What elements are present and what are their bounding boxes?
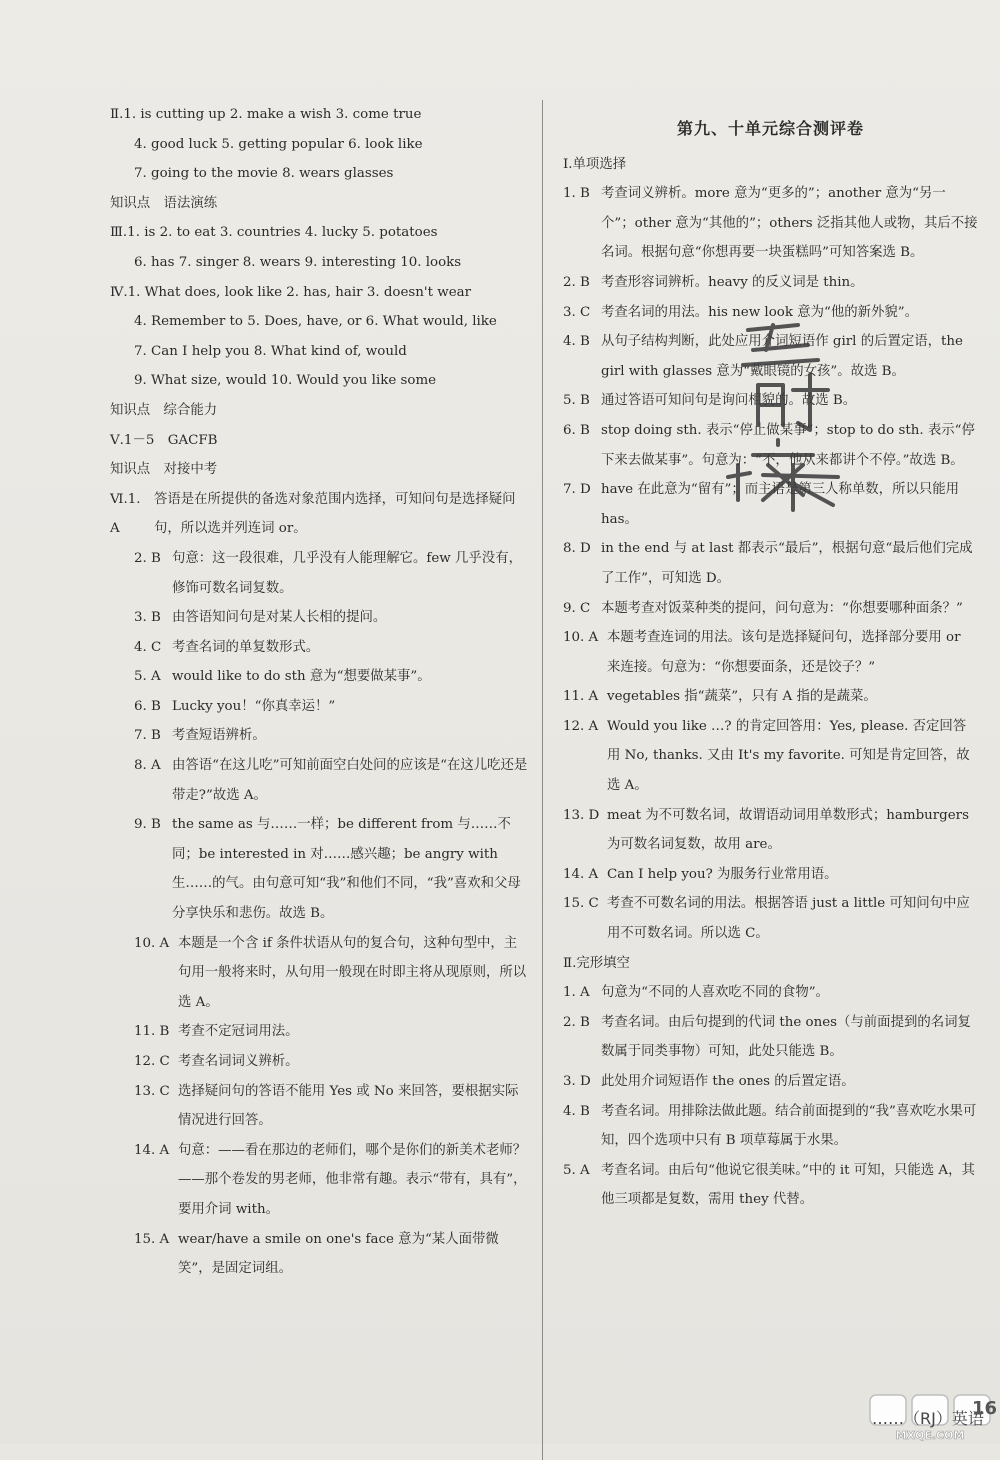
answer-item — [563, 889, 978, 948]
answer-text: Can I help you? 为服务行业常用语。 — [607, 866, 838, 882]
section-2-heading: Ⅱ.完形填空 — [563, 955, 630, 971]
answer-text: 考查名词的用法。his new look 意为“他的新外貌”。 — [601, 304, 919, 320]
answer-text: stop doing sth. 表示“停止做某事”；stop to do sth. 表示“停下来去做某事”。句意为：“不，他从来都讲个不停。”故选 B。 — [601, 422, 975, 468]
section-4-line-3: 7. Can I help you 8. What kind of, would — [134, 343, 407, 359]
answer-num: 8. D — [563, 541, 591, 557]
answer-text: 由答语知问句是对某人长相的提问。 — [172, 610, 387, 626]
section-2-line-1: Ⅱ.1. is cutting up 2. make a wish 3. come true — [110, 107, 422, 122]
answer-item — [110, 633, 530, 663]
answer-item — [563, 623, 978, 682]
section-2-line-3: 7. going to the movie 8. wears glasses — [134, 166, 394, 182]
answer-text: 考查词义辨析。more 意为“更多的”；another 意为“另一个”；other 意为“其他的”；others 泛指其他人或物，其后不接名词。根据句意“你想再要一块蛋糕吗”可知答案选 B。 — [601, 186, 978, 261]
answer-item — [110, 1136, 530, 1225]
answer-item — [563, 712, 978, 801]
answer-num: 1. A — [563, 985, 590, 1001]
section-4-line-2: 4. Remember to 5. Does, have, or 6. What would, like — [134, 314, 497, 330]
answer-num: 11. B — [134, 1024, 170, 1040]
handwritten-stamp — [718, 305, 858, 515]
section-2-line-2: 4. good luck 5. getting popular 6. look like — [134, 136, 423, 152]
answer-item — [110, 810, 530, 928]
page-number: 16 — [972, 1398, 998, 1419]
answer-item — [563, 1097, 978, 1156]
answer-num: 15. A — [134, 1231, 170, 1247]
answer-num: 13. C — [134, 1083, 170, 1099]
answer-num: 4. C — [134, 639, 162, 655]
answer-item — [110, 751, 530, 810]
knowledge-point-exam: 知识点 对接中考 — [110, 462, 218, 478]
answer-num: 7. D — [563, 482, 591, 498]
answer-text: wear/have a smile on one's face 意为“某人面带微笑”，是固定词组。 — [178, 1231, 499, 1277]
answer-item — [563, 594, 978, 624]
answer-item — [563, 179, 978, 268]
answer-num: 12. C — [134, 1054, 170, 1069]
answer-text: 考查形容词辨析。heavy 的反义词是 thin。 — [601, 274, 864, 290]
answer-num: 8. A — [134, 758, 161, 774]
answer-num: 11. A — [563, 689, 599, 705]
answer-num: 14. A — [563, 866, 599, 882]
answer-text: Lucky you！“你真幸运！” — [172, 698, 336, 714]
section-4-line-4: 9. What size, would 10. Would you like some — [134, 373, 437, 389]
answer-text: 由答语“在这儿吃”可知前面空白处问的应该是“在这儿吃还是带走?”故选 A。 — [172, 758, 528, 803]
answer-item — [563, 268, 978, 298]
answer-text: 考查名词的单复数形式。 — [172, 639, 320, 655]
test-title: 第九、十单元综合测评卷 — [676, 119, 864, 138]
answer-num: 4. B — [563, 334, 590, 350]
answer-text: 本题考查对饭菜种类的提问，问句意为：“你想要哪种面条？” — [601, 600, 963, 616]
answer-text: 考查名词。由后句提到的代词 the ones（与前面提到的名词复数属于同类事物）可知，此处只能选 B。 — [601, 1014, 971, 1060]
answer-text: 本题是一个含 if 条件状语从句的复合句，这种句型中，主句用一般将来时，从句用一般现在时即主将从现原则，所以选 A。 — [178, 935, 527, 1010]
answer-item — [563, 860, 978, 890]
left-column — [110, 100, 530, 1284]
answer-num: 12. A — [563, 718, 599, 734]
answer-text: 通过答语可知问句是询问相貌的。故选 B。 — [601, 393, 857, 409]
answer-text: 考查短语辨析。 — [172, 728, 266, 744]
answer-num: 1. B — [563, 186, 590, 202]
answer-text: have 在此意为“留有”；而主语是第三人称单数，所以只能用 has。 — [601, 482, 960, 527]
answer-item — [110, 721, 530, 751]
answer-item — [110, 1077, 530, 1136]
svg-text:MXQE.COM: MXQE.COM — [895, 1429, 965, 1442]
answer-text: 答语是在所提供的备选对象范围内选择，可知问句是选择疑问句，所以选并列连词 or。 — [154, 491, 516, 537]
answer-item — [563, 534, 978, 593]
answer-num: 3. C — [563, 304, 591, 320]
section-1-heading: Ⅰ.单项选择 — [563, 156, 627, 172]
answer-text: 句意：这一段很难，几乎没有人能理解它。few 几乎没有，修饰可数名词复数。 — [172, 550, 522, 596]
answer-text: would like to do sth 意为“想要做某事”。 — [172, 669, 431, 685]
answer-text: 考查名词。由后句“他说它很美味。”中的 it 可知，只能选 A，其他三项都是复数，需用 they 代替。 — [601, 1162, 975, 1208]
answer-num: 4. B — [563, 1103, 590, 1119]
answer-item — [563, 801, 978, 860]
answer-item — [110, 929, 530, 1018]
answer-text: in the end 与 at last 都表示“最后”，根据句意“最后他们完成了工作”，可知选 D。 — [601, 541, 973, 586]
answer-num: 15. C — [563, 896, 599, 912]
answer-item — [110, 1225, 530, 1284]
section-5: Ⅴ.1－5 GACFB — [110, 432, 218, 448]
answer-text: 选择疑问句的答语不能用 Yes 或 No 来回答，要根据实际情况进行回答。 — [178, 1083, 519, 1129]
answer-item — [563, 1008, 978, 1067]
answer-num: Ⅵ.1. A — [110, 491, 141, 537]
answer-num: 9. C — [563, 600, 591, 616]
answer-text: 考查名词。用排除法做此题。结合前面提到的“我”喜欢吃水果可知，四个选项中只有 B 项草莓属于水果。 — [601, 1103, 977, 1149]
answer-item — [563, 1067, 978, 1097]
section-3-line-1: Ⅲ.1. is 2. to eat 3. countries 4. lucky 5. potatoes — [110, 225, 438, 241]
answer-num: 2. B — [563, 274, 590, 290]
answer-text: 句意为“不同的人喜欢吃不同的食物”。 — [601, 985, 829, 1001]
answer-text: 考查不可数名词的用法。根据答语 just a little 可知问句中应用不可数名词。所以选 C。 — [607, 896, 970, 942]
answer-text: 从句子结构判断，此处应用介词短语作 girl 的后置定语，the girl with glasses 意为“戴眼镜的女孩”。故选 B。 — [601, 334, 963, 379]
answer-num: 6. B — [134, 698, 161, 714]
answer-item — [110, 1047, 530, 1077]
section-4-line-1: Ⅳ.1. What does, look like 2. has, hair 3. doesn't wear — [110, 284, 472, 300]
answer-text: 本题考查连词的用法。该句是选择疑问句，选择部分要用 or 来连接。句意为：“你想要面条，还是饺子？” — [607, 630, 961, 675]
answer-item — [110, 544, 530, 603]
answer-num: 5. B — [563, 393, 590, 409]
answer-num: 13. D — [563, 807, 600, 823]
answer-item — [110, 692, 530, 722]
answer-item — [563, 682, 978, 712]
answer-num: 3. B — [134, 610, 161, 626]
answer-text: 考查不定冠词用法。 — [178, 1024, 299, 1040]
answer-num: 10. A — [563, 630, 599, 646]
column-divider — [542, 100, 543, 1460]
answer-text: 考查名词词义辨析。 — [178, 1054, 299, 1069]
answer-num: 5. A — [563, 1162, 590, 1178]
answer-item — [110, 485, 530, 544]
knowledge-point-grammar: 知识点 语法演练 — [110, 195, 218, 211]
answer-num: 14. A — [134, 1142, 170, 1158]
answer-num: 6. B — [563, 422, 590, 438]
answer-num: 3. D — [563, 1074, 591, 1089]
answer-item — [563, 978, 978, 1008]
answer-text: the same as 与……一样；be different from 与……不同；be interested in 对……感兴趣；be angry with 生……的气。由句意可知“我”和他们不同，“我”喜欢和父母分享快乐和悲伤。故选 B。 — [172, 817, 521, 922]
right-column — [563, 100, 978, 1215]
answer-num: 10. A — [134, 935, 170, 951]
answer-text: meat 为不可数名词，故谓语动词用单数形式；hamburgers 为可数名词复数，故用 are。 — [607, 807, 969, 853]
answer-text: Would you like …? 的肯定回答用：Yes, please. 否定回答用 No, thanks. 又由 It's my favorite. 可知是肯定回答，故选 A。 — [607, 718, 970, 794]
footer-subject-label: ……（RJ）英语 — [872, 1409, 984, 1428]
answer-text: vegetables 指“蔬菜”，只有 A 指的是蔬菜。 — [607, 689, 877, 705]
answer-item — [110, 1017, 530, 1047]
section-3-line-2: 6. has 7. singer 8. wears 9. interesting 10. looks — [134, 254, 462, 270]
answer-num: 2. B — [563, 1014, 590, 1030]
answer-num: 2. B — [134, 550, 161, 566]
answer-item — [110, 603, 530, 633]
answer-text: 此处用介词短语作 the ones 的后置定语。 — [601, 1074, 855, 1089]
answer-num: 9. B — [134, 817, 161, 833]
answer-text: 句意：——看在那边的老师们，哪个是你们的新美术老师？——那个卷发的男老师，他非常有趣。表示“带有，具有”，要用介词 with。 — [178, 1142, 527, 1217]
knowledge-point-ability: 知识点 综合能力 — [110, 402, 218, 418]
answer-num: 7. B — [134, 728, 161, 744]
answer-item — [110, 662, 530, 692]
answer-item — [563, 1156, 978, 1215]
answer-num: 5. A — [134, 669, 161, 685]
